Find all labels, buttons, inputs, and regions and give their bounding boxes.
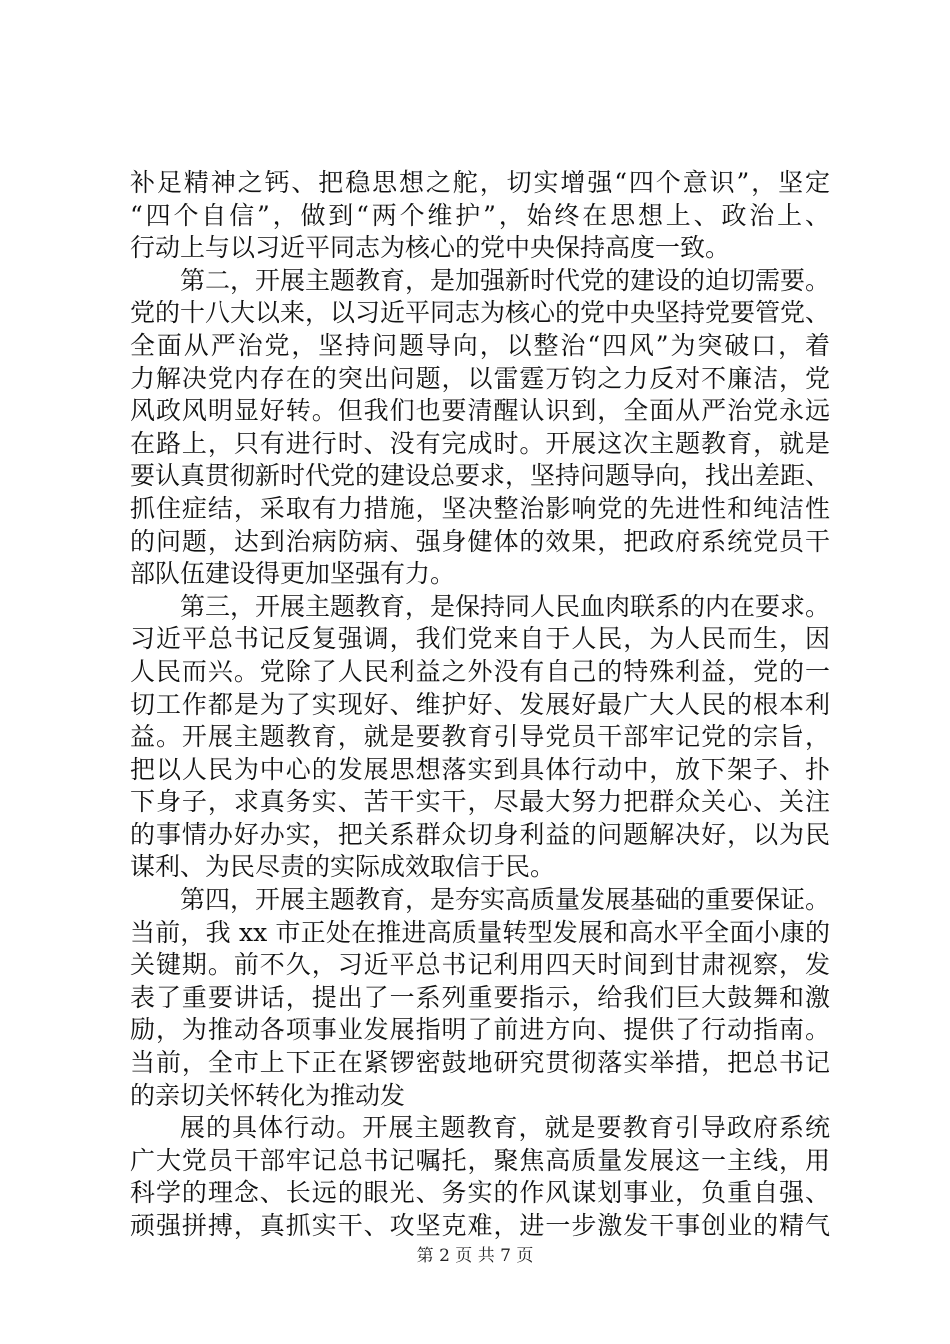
text-line: 科学的理念、长远的眼光、务实的作风谋划事业，负重自强、 [130,1178,830,1208]
text-line: 抓住症结，采取有力措施，坚决整治影响党的先进性和纯洁性 [130,493,830,523]
text-line: 党的十八大以来，以习近平同志为核心的党中央坚持党要管党、 [130,298,831,328]
text-line: 的亲切关怀转化为推动发 [130,1080,406,1110]
text-line: 人民而兴。党除了人民利益之外没有自己的特殊利益，党的一 [130,656,830,686]
text-line: 益。开展主题教育，就是要教育引导党员干部牢记党的宗旨， [130,722,830,752]
text-line: 全面从严治党，坚持问题导向，以整治“四风”为突破口，着 [130,330,830,360]
text-line: 谋利、为民尽责的实际成效取信于民。 [130,852,556,882]
text-line: 励，为推动各项事业发展指明了前进方向、提供了行动指南。 [130,1015,830,1045]
text-line: 把以人民为中心的发展思想落实到具体行动中，放下架子、扑 [130,754,830,784]
text-line: 表了重要讲话，提出了一系列重要指示，给我们巨大鼓舞和激 [130,982,830,1012]
text-line: 的事情办好办实，把关系群众切身利益的问题解决好，以为民 [130,819,830,849]
text-line: 补足精神之钙、把稳思想之舵，切实增强“四个意识”，坚定 [130,168,830,197]
text-line: 的问题，达到治病防病、强身健体的效果，把政府系统党员干 [130,526,830,556]
text-line: 顽强拼搏，真抓实干、攻坚克难，进一步激发干事创业的精气 [130,1211,830,1240]
text-line: 风政风明显好转。但我们也要清醒认识到，全面从严治党永远 [130,396,830,426]
text-line: 行动上与以习近平同志为核心的党中央保持高度一致。 [130,233,731,263]
text-line: 力解决党内存在的突出问题，以雷霆万钧之力反对不廉洁，党 [130,363,830,393]
text-line: 部队伍建设得更加坚强有力。 [130,559,456,589]
text-line: 关键期。前不久，习近平总书记利用四天时间到甘肃视察，发 [130,950,830,980]
text-line: 当前，全市上下正在紧锣密鼓地研究贯彻落实举措，把总书记 [130,1048,830,1078]
text-line: 下身子，求真务实、苦干实干，尽最大努力把群众关心、关注 [130,787,830,817]
text-line: 第二，开展主题教育，是加强新时代党的建设的迫切需要。 [180,265,831,295]
text-line: 当前，我 xx 市正处在推进高质量转型发展和高水平全面小康的 [130,917,830,947]
text-line: 第三，开展主题教育，是保持同人民血肉联系的内在要求。 [180,591,831,621]
text-line: “四个自信”，做到“两个维护”，始终在思想上、政治上、 [130,200,830,230]
text-line: 广大党员干部牢记总书记嘱托，聚焦高质量发展这一主线，用 [130,1145,830,1175]
page-footer: 第 2 页 共 7 页 [416,1246,534,1266]
text-line: 习近平总书记反复强调，我们党来自于人民，为人民而生，因 [130,624,830,654]
text-line: 展的具体行动。开展主题教育，就是要教育引导政府系统 [180,1113,830,1143]
document-body [130,167,830,1243]
text-line: 在路上，只有进行时、没有完成时。开展这次主题教育，就是 [130,428,830,458]
text-line: 切工作都是为了实现好、维护好、发展好最广大人民的根本利 [130,689,830,719]
text-line: 要认真贯彻新时代党的建设总要求，坚持问题导向，找出差距、 [130,461,831,491]
text-line: 第四，开展主题教育，是夯实高质量发展基础的重要保证。 [180,885,831,915]
